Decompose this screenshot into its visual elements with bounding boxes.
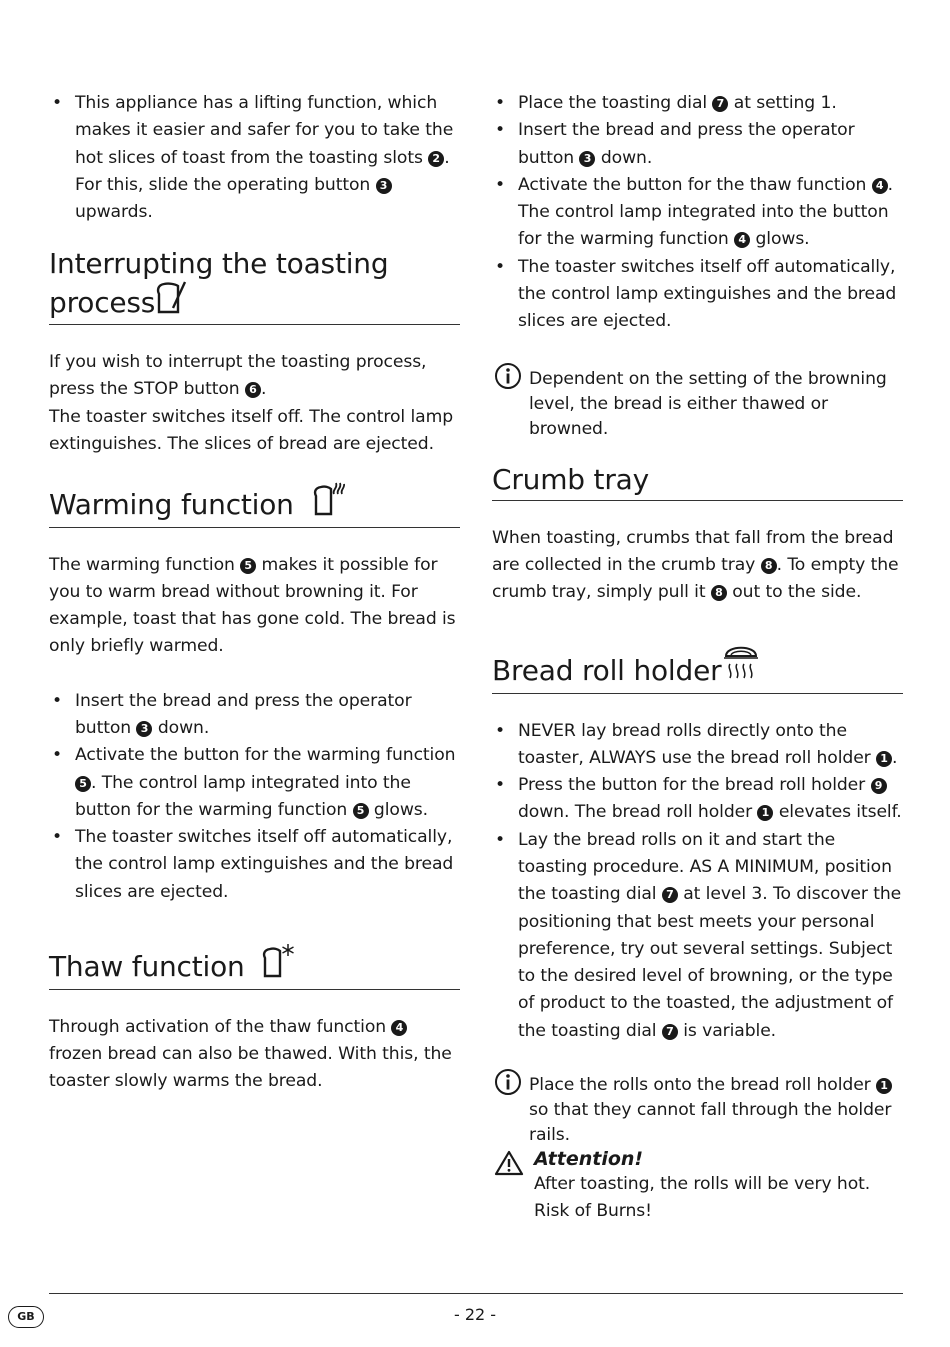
text: Insert the bread and press the operator button: [75, 690, 412, 738]
attention-block: [492, 1148, 903, 1226]
rolls-steps: [492, 718, 903, 1046]
heading-text: Thaw function: [49, 950, 245, 983]
callout-number: 9: [871, 778, 887, 794]
callout-number: 1: [757, 805, 773, 821]
list-item: [492, 90, 903, 117]
list-item: [492, 718, 903, 773]
text: Insert the bread and press the operator button: [518, 120, 855, 168]
text: . The control lamp integrated into the button for the warming function: [75, 772, 411, 820]
text: at setting 1.: [733, 93, 837, 113]
list-item: [492, 117, 903, 172]
text: . To empty the crumb tray, simply pull it: [492, 554, 899, 603]
paragraph: [492, 525, 903, 607]
callout-number: 2: [428, 151, 444, 167]
text: .: [260, 379, 267, 400]
heading-line: process: [49, 285, 156, 319]
toast-stop-icon: [155, 278, 187, 319]
section-rule: [49, 527, 460, 528]
text: When toasting, crumbs that fall from the bread are collected in the crumb tray: [492, 527, 894, 575]
footer-rule: [49, 1293, 903, 1294]
warning-icon: [494, 1150, 524, 1180]
paragraph: [49, 349, 460, 404]
callout-number: 4: [872, 178, 888, 194]
bread-roll-icon: [721, 642, 761, 689]
callout-number: 7: [662, 887, 678, 903]
section-rule: [492, 500, 903, 501]
text: . The control lamp integrated into the button for the warming function: [518, 174, 894, 250]
text: Place the toasting dial: [518, 93, 708, 113]
section-heading: [492, 642, 903, 689]
thaw-steps: [492, 90, 903, 336]
text: frozen bread can also be thawed. With this, the toaster slowly warms the bread.: [49, 1043, 452, 1092]
paragraph: [49, 1014, 460, 1096]
toast-warming-icon: [312, 480, 346, 521]
info-note: [492, 367, 903, 442]
page-number: - 22 -: [453, 1305, 497, 1324]
text: Activate the button for the thaw function: [518, 174, 867, 195]
section-rule: [49, 324, 460, 325]
thaw-section: [49, 942, 460, 1095]
callout-number: 5: [75, 776, 91, 792]
callout-number: 1: [876, 751, 892, 767]
list-item: [492, 772, 903, 827]
text: NEVER lay bread rolls directly onto the toaster, ALWAYS use the bread roll holder: [518, 720, 871, 768]
list-item: [49, 688, 460, 743]
text: down.: [600, 147, 653, 168]
heading-text: Warming function: [49, 488, 294, 521]
toast-snowflake-icon: [261, 942, 297, 983]
section-heading: [49, 247, 460, 319]
language-badge: GB: [8, 1306, 44, 1328]
text: down.: [157, 717, 210, 738]
section-heading: [49, 942, 460, 983]
section-rule: [492, 693, 903, 694]
note-text: Dependent on the setting of the browning level, the bread is either thawed or browned.: [529, 369, 887, 439]
callout-number: 8: [761, 558, 777, 574]
callout-number: 3: [579, 151, 595, 167]
note-text: Place the rolls onto the bread roll holder: [529, 1075, 871, 1095]
text: makes it possible for you to warm bread without browning it. For example, toast that has gone cold. The bread is only briefly warmed.: [49, 554, 456, 657]
text: Through activation of the thaw function: [49, 1016, 387, 1037]
list-item: • The toaster switches itself off automatically, the control lamp extinguishes and the bread slices are ejected.: [49, 824, 460, 906]
text: The warming function: [49, 554, 235, 575]
text: at level 3. To discover the positioning that best meets your personal preference, try out several settings. Subject to the desired level of browning, or the type of product to the toasted, the adjustment of the toasting dial: [518, 884, 902, 1041]
list-item: [492, 172, 903, 254]
info-icon: [494, 362, 522, 398]
callout-number: 8: [711, 585, 727, 601]
attention-text: After toasting, the rolls will be very hot.: [534, 1174, 871, 1194]
text: Activate the button for the warming function: [75, 745, 456, 766]
text: is variable.: [683, 1020, 777, 1041]
paragraph: [49, 552, 460, 661]
callout-number: 7: [662, 1024, 678, 1040]
text: elevates itself.: [778, 802, 902, 823]
text: glows.: [373, 799, 428, 820]
rolls-section: [492, 642, 903, 1045]
text: glows.: [755, 229, 810, 250]
section-rule: [49, 989, 460, 990]
interrupting-section: [49, 247, 460, 458]
info-note: [492, 1073, 903, 1148]
callout-number: 3: [376, 178, 392, 194]
text: This appliance has a lifting function, which makes it easier and safer for you to take the hot slices of toast from the toasting slots: [75, 93, 454, 168]
heading-line: Interrupting the toasting: [49, 247, 389, 280]
callout-number: 7: [712, 96, 728, 112]
text: out to the side.: [732, 582, 862, 603]
text: upwards.: [75, 202, 153, 223]
section-heading: [49, 480, 460, 521]
callout-number: 6: [245, 382, 261, 398]
callout-number: 5: [240, 558, 256, 574]
attention-title: Attention!: [534, 1148, 644, 1170]
text: Press the button for the bread roll holder: [518, 775, 866, 796]
text: If you wish to interrupt the toasting process, press the STOP button: [49, 352, 427, 400]
warming-steps: [49, 688, 460, 906]
section-heading: Crumb tray: [492, 463, 649, 496]
list-item: [492, 827, 903, 1045]
text: .: [892, 747, 898, 768]
text: . For this, slide the operating button: [75, 147, 450, 195]
callout-number: 4: [734, 232, 750, 248]
note-text: so that they cannot fall through the holder rails.: [529, 1100, 892, 1145]
callout-number: 5: [353, 803, 369, 819]
info-icon: [494, 1068, 522, 1104]
callout-number: 1: [876, 1078, 892, 1094]
callout-number: 3: [136, 721, 152, 737]
text: Lay the bread rolls on it and start the toasting procedure. AS A MINIMUM, position the toasting dial: [518, 829, 892, 905]
warming-section: [49, 480, 460, 906]
list-item: [49, 742, 460, 824]
list-item: • The toaster switches itself off automatically, the control lamp extinguishes and the bread slices are ejected.: [492, 254, 903, 336]
list-item: [49, 90, 460, 226]
intro-list: [49, 90, 460, 226]
heading-text: Bread roll holder: [492, 654, 722, 687]
text: down. The bread roll holder: [518, 802, 753, 823]
callout-number: 4: [391, 1020, 407, 1036]
attention-text: Risk of Burns!: [534, 1201, 652, 1222]
crumb-section: [492, 463, 903, 606]
paragraph: The toaster switches itself off. The control lamp extinguishes. The slices of bread are ejected.: [49, 406, 454, 454]
